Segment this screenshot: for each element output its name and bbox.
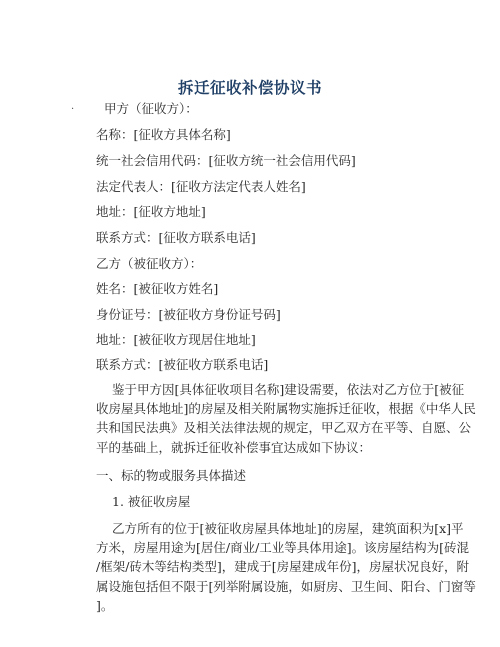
party-a-contact: 联系方式：[征收方联系电话] [96, 230, 256, 245]
party-a-address: 地址：[征收方地址] [96, 204, 206, 219]
house-line-3: /框架/砖木等结构类型]，建成于[房屋建成年份]，房屋状况良好，附 [96, 559, 470, 574]
party-b-id-number: 身份证号：[被征收方身份证号码] [96, 307, 281, 322]
intro-line-3: 共和国民法典》及相关法律法规的规定，甲乙双方在平等、自愿、公 [96, 420, 472, 435]
party-a-legal-rep: 法定代表人：[征收方法定代表人姓名] [96, 179, 306, 194]
party-a-credit-code: 统一社会信用代码：[征收方统一社会信用代码] [96, 153, 356, 168]
house-line-2: 方米，房屋用途为[居住/商业/工业等具体用途]。该房屋结构为[砖混 [96, 540, 470, 555]
party-b-heading: 乙方（被征收方）： [96, 256, 203, 271]
section-heading: 一、标的物或服务具体描述 [96, 468, 247, 483]
party-b-address: 地址：[被征收方现居住地址] [96, 332, 256, 347]
subsection-heading: 1. 被征收房屋 [112, 494, 191, 509]
intro-line-2: 收房屋具体地址]的房屋及相关附属物实施拆迁征收，根据《中华人民 [96, 401, 476, 416]
house-line-4: 属设施包括但不限于[列举附属设施，如厨房、卫生间、阳台、门窗等 [96, 579, 476, 594]
document-title: 拆迁征收补偿协议书 [177, 79, 322, 97]
party-b-contact: 联系方式：[被征收方联系电话] [96, 357, 269, 372]
house-line-1: 乙方所有的位于[被征收房屋具体地址]的房屋，建筑面积为[x]平 [112, 521, 464, 536]
intro-line-1: 鉴于甲方因[具体征收项目名称]建设需要，依法对乙方位于[被征 [112, 382, 465, 397]
house-line-5: ]。 [96, 598, 114, 613]
party-a-heading: 甲方（征收方）： [104, 101, 198, 116]
party-b-name: 姓名：[被征收方姓名] [96, 281, 219, 296]
bullet-dot: · [71, 104, 75, 115]
party-a-name: 名称：[征收方具体名称] [96, 127, 231, 142]
intro-line-4: 平的基础上，就拆迁征收补偿事宜达成如下协议： [96, 440, 372, 455]
